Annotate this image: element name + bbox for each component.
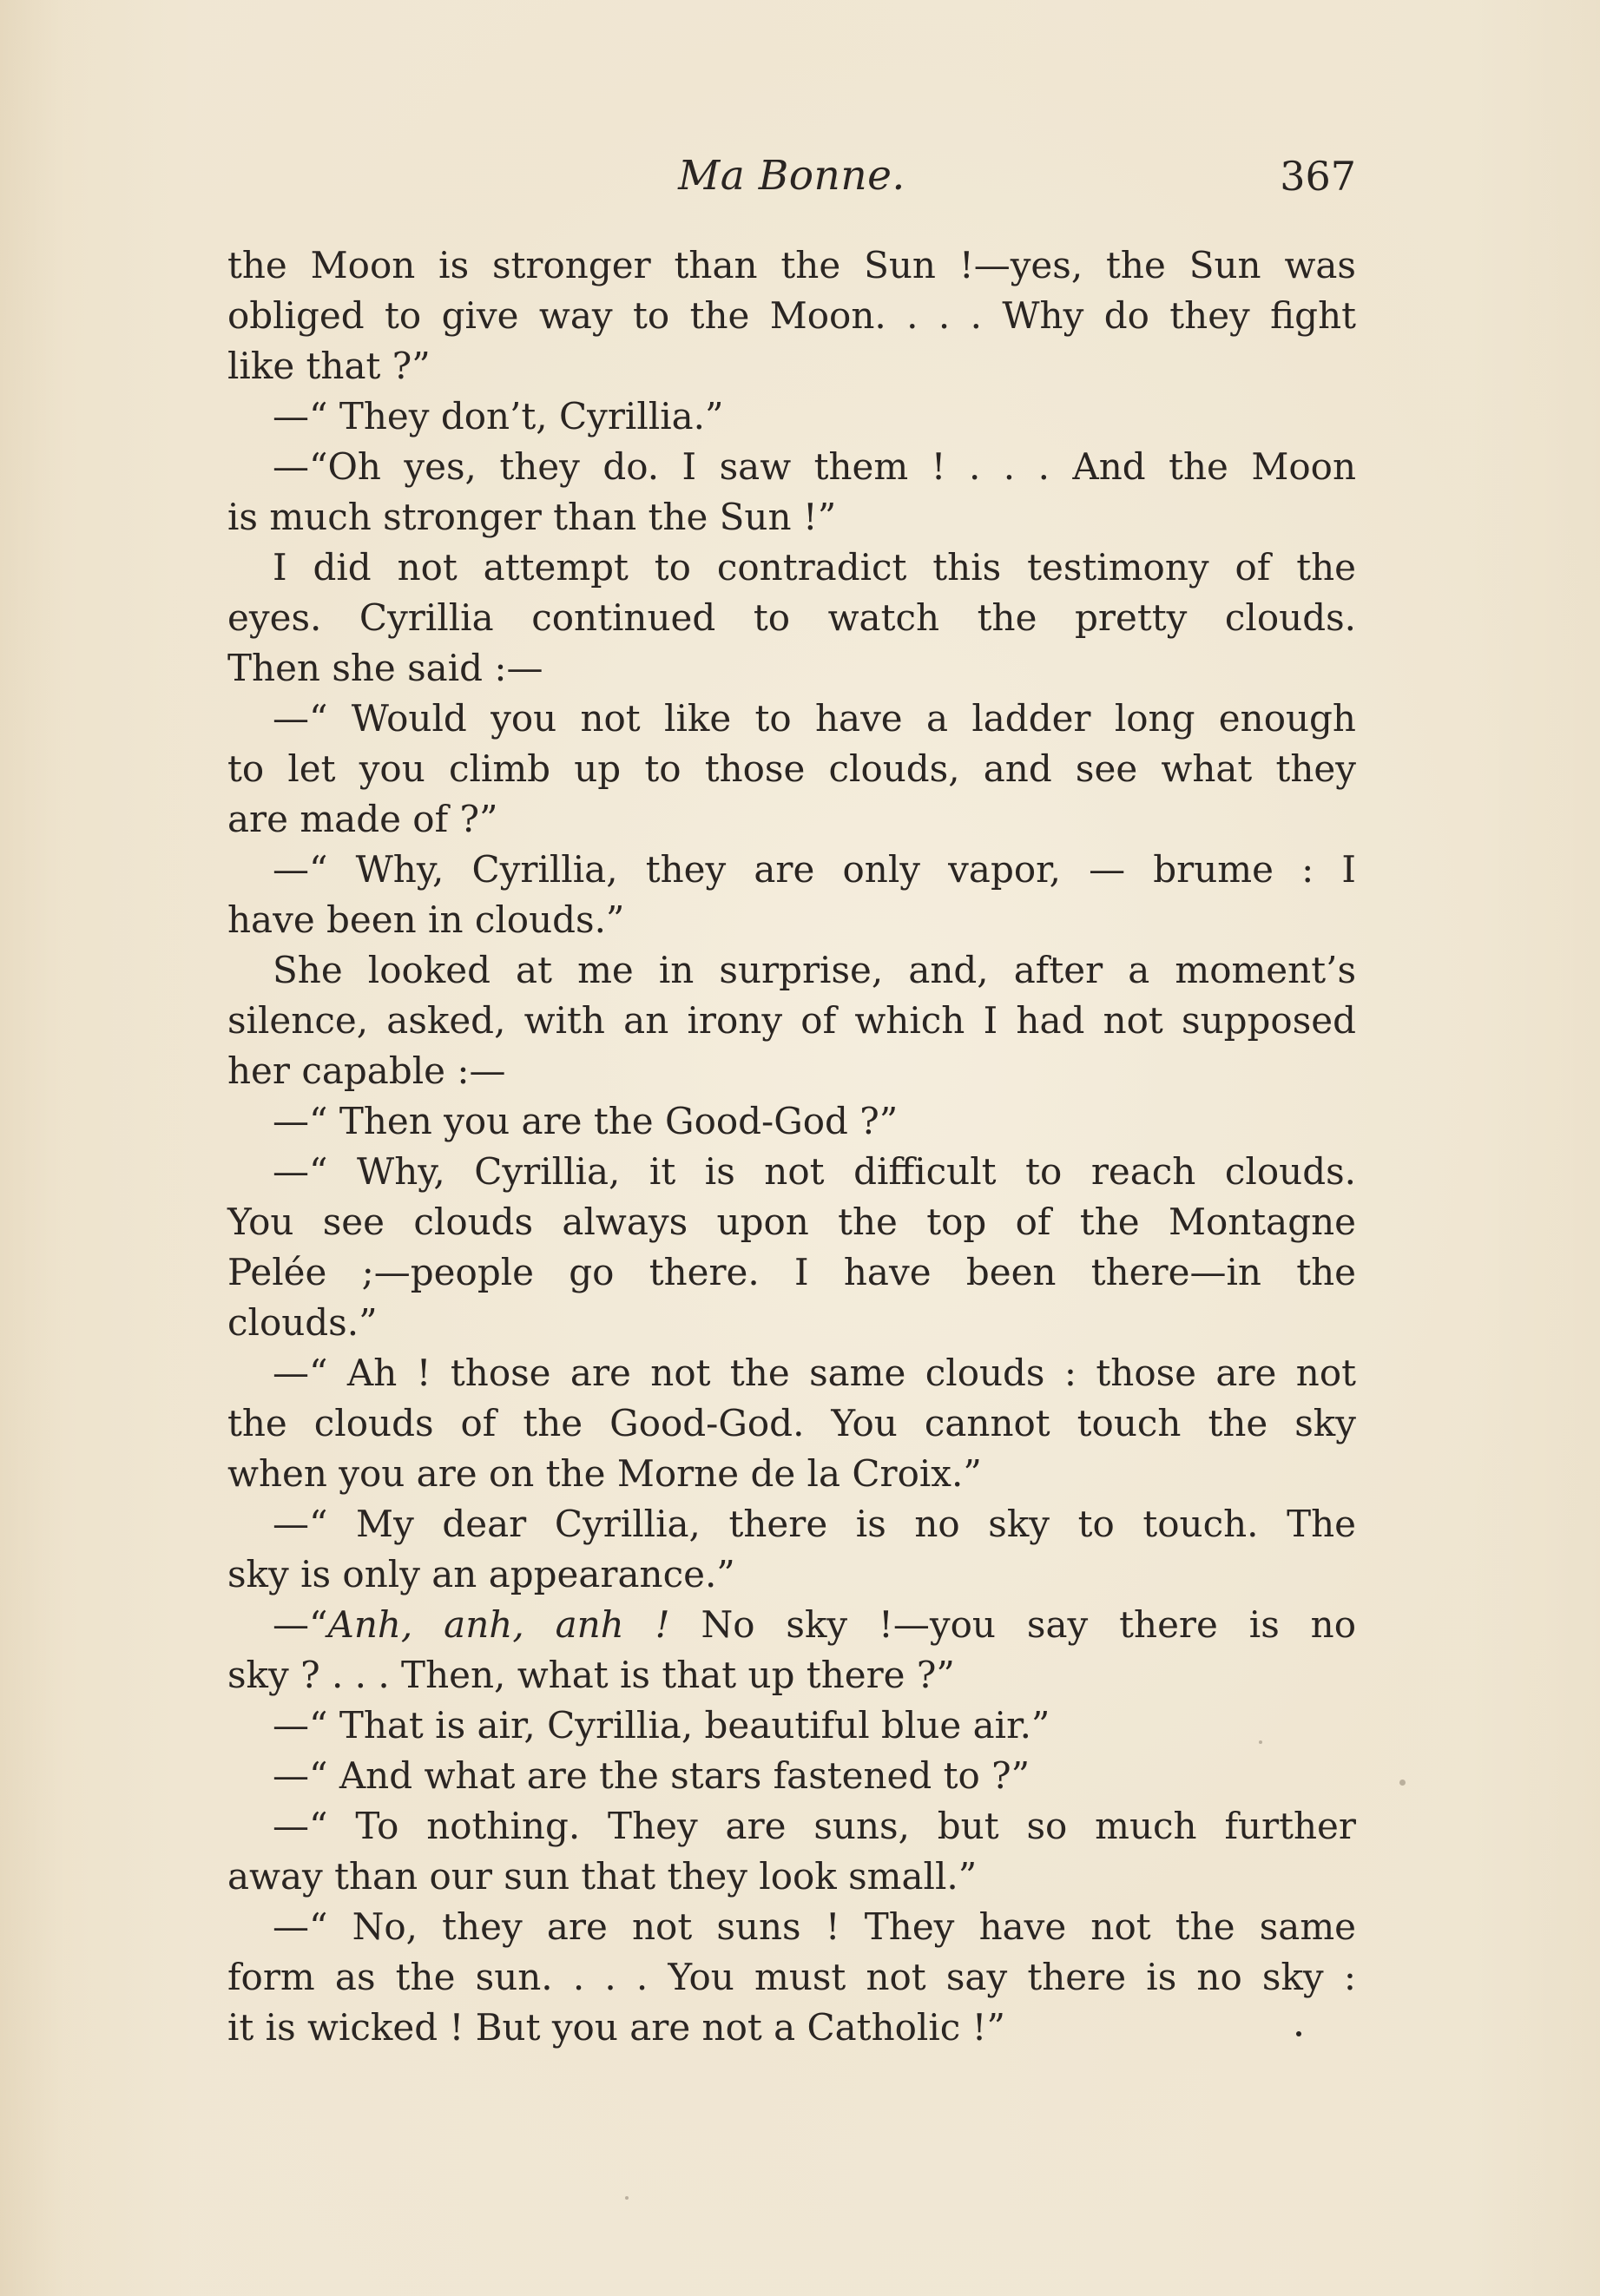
text-line: —“ No, they are not suns ! They have not the same bbox=[273, 1905, 1356, 1948]
text-line: —“ Then you are the Good-God ?” bbox=[273, 1100, 899, 1142]
text-line: eyes. Cyrillia continued to watch the pretty clouds. bbox=[227, 596, 1356, 639]
running-title: Ma Bonne. bbox=[678, 152, 905, 200]
text-line: —“Oh yes, they do. I saw them ! . . . And the Moon bbox=[273, 445, 1356, 488]
text-line: form as the sun. . . . You must not say there is no sky : bbox=[227, 1956, 1356, 1998]
text-line: Pelée ;—people go there. I have been there—in the bbox=[227, 1251, 1356, 1293]
text-line: —“ Why, Cyrillia, they are only vapor, — brume : I bbox=[273, 848, 1356, 891]
text-line: like that ?” bbox=[227, 345, 431, 387]
stray-mark bbox=[1296, 2031, 1301, 2036]
text-line: —“ My dear Cyrillia, there is no sky to touch. The bbox=[273, 1503, 1356, 1545]
body-text bbox=[227, 240, 1356, 2053]
text-line: —“ And what are the stars fastened to ?” bbox=[273, 1754, 1030, 1797]
paper-speck bbox=[1399, 1780, 1406, 1786]
text-line: —“ Would you not like to have a ladder long enough bbox=[273, 697, 1356, 740]
text-line: —“ Ah ! those are not the same clouds : those are not bbox=[273, 1352, 1356, 1394]
text-line: are made of ?” bbox=[227, 798, 498, 840]
text-segment: —“ bbox=[273, 1603, 328, 1646]
text-line: it is wicked ! But you are not a Catholic !” bbox=[227, 2006, 1005, 2049]
text-line: to let you climb up to those clouds, and see what they bbox=[227, 747, 1356, 790]
text-line: silence, asked, with an irony of which I had not supposed bbox=[227, 999, 1356, 1042]
text-line: have been in clouds.” bbox=[227, 898, 625, 941]
paper-speck bbox=[1259, 1740, 1262, 1744]
text-line: —“ To nothing. They are suns, but so much further bbox=[273, 1805, 1356, 1847]
text-line: She looked at me in surprise, and, after a moment’s bbox=[273, 949, 1356, 991]
italic-exclamation: Anh, anh, anh ! bbox=[327, 1603, 670, 1646]
text-line: sky is only an appearance.” bbox=[227, 1553, 735, 1595]
text-line: clouds.” bbox=[227, 1301, 378, 1344]
page-header bbox=[227, 146, 1356, 207]
text-line: the Moon is stronger than the Sun !—yes, the Sun was bbox=[227, 244, 1356, 286]
text-segment: No sky !—you say there is no bbox=[669, 1603, 1357, 1646]
text-line: —“ Why, Cyrillia, it is not difficult to reach clouds. bbox=[273, 1150, 1356, 1193]
text-line bbox=[227, 1600, 1356, 1650]
text-line: the clouds of the Good-God. You cannot touch the sky bbox=[227, 1402, 1356, 1444]
text-line: —“ That is air, Cyrillia, beautiful blue air.” bbox=[273, 1704, 1050, 1747]
text-line: away than our sun that they look small.” bbox=[227, 1855, 978, 1898]
text-line: I did not attempt to contradict this testimony of the bbox=[273, 546, 1356, 589]
text-line: —“ They don’t, Cyrillia.” bbox=[273, 395, 724, 437]
text-line: her capable :— bbox=[227, 1049, 506, 1092]
page-number: 367 bbox=[1280, 153, 1356, 200]
paper-speck bbox=[625, 2196, 629, 2200]
text-line: obliged to give way to the Moon. . . . Why do they fight bbox=[227, 294, 1356, 337]
text-line: sky ? . . . Then, what is that up there ?” bbox=[227, 1654, 955, 1696]
text-line: Then she said :— bbox=[227, 647, 543, 689]
text-line: You see clouds always upon the top of the Montagne bbox=[227, 1201, 1356, 1243]
text-line: when you are on the Morne de la Croix.” bbox=[227, 1452, 982, 1495]
text-line: is much stronger than the Sun !” bbox=[227, 496, 837, 538]
